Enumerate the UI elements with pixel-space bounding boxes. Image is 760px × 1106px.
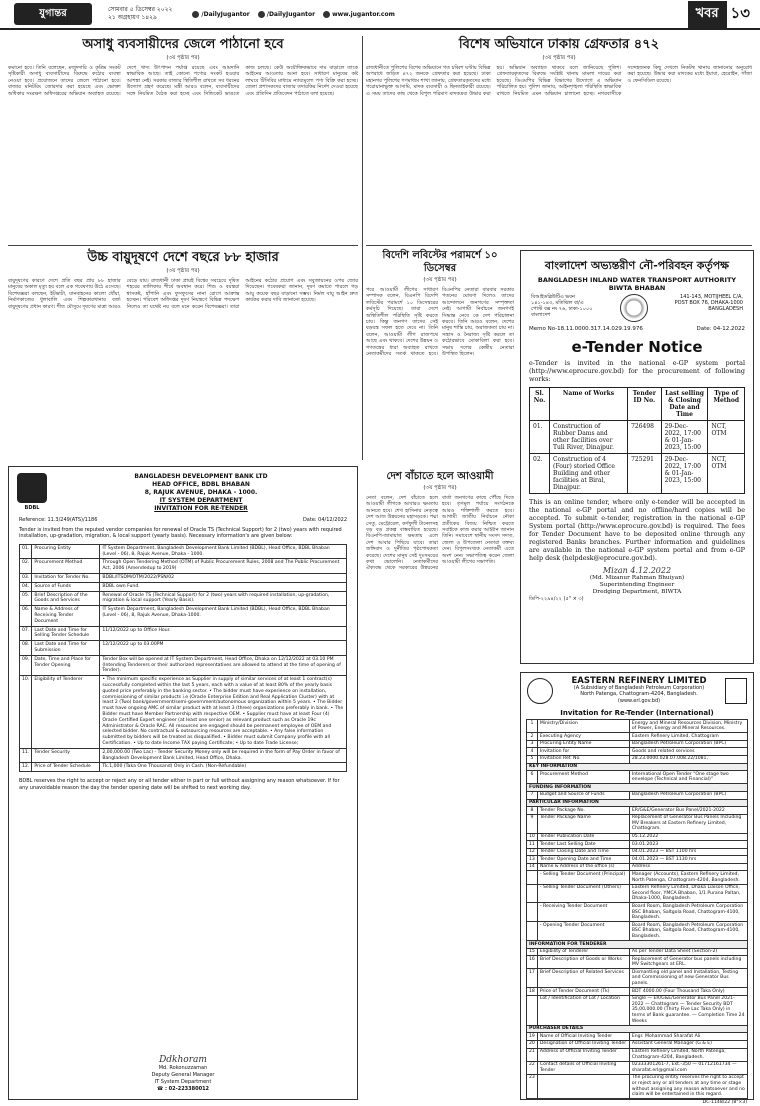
- biwta-instructions: This is an online tender, where only e-tender will be accepted in the national e-GP portal and no offline/hard copies will be accepted. To submit e-tender, registration in the national e-GP System portal (http://www.eprocure.gov.bd) is required. The fees for Tender Document have to be deposited online through any registered Banks branches. Further information and guidelines are available in the national e-GP system portal and from e-GP help desk (helpdesk@eprocure.gov.bd).: [529, 498, 745, 562]
- row-value: 03.01.2023: [629, 841, 747, 849]
- row-value: Tk.1,000 (Taka One Thousand) Only in Cash. (Non-Refundable): [100, 763, 347, 772]
- row-label: Source of Funds: [32, 582, 100, 591]
- bdbl-org-name: BANGLADESH DEVELOPMENT BANK LTD: [134, 473, 268, 480]
- table-row: [527, 1040, 748, 1048]
- row-number: 04.: [20, 582, 32, 591]
- row-value: BDT 4000.00 (Four Thousand Taka Only): [629, 988, 747, 996]
- row-number: 4: [527, 748, 538, 756]
- row-number: 08.: [20, 641, 32, 656]
- column-divider: [362, 36, 363, 460]
- table-row: [527, 748, 748, 756]
- bdbl-notice-title: INVITATION FOR RE-TENDER: [154, 505, 248, 512]
- row-label: Procuring Entity Name: [537, 740, 629, 748]
- bdbl-logo-block: [17, 473, 47, 511]
- article-headline[interactable]: দেশ বাঁচাতে হলে আওয়ামী: [386, 471, 494, 482]
- row-value: 02333301261-7, Ext.-350 — 01712161734 — sharafat.erl@gmail.com: [629, 1061, 747, 1074]
- row-value: Board Room, Bangladesh Petroleum Corporation BSC Bhaban, Saltgola Road, Chattogram-4100, Bangladesh.: [629, 903, 747, 922]
- continued-label: (৩য় পৃষ্ঠার পর): [166, 55, 200, 61]
- row-number: 1: [527, 720, 538, 733]
- row-number: [527, 995, 538, 1025]
- table-row: [527, 807, 748, 815]
- biwta-memo: Memo No-18.11.0000.317.14.029.19.976: [529, 326, 643, 332]
- row-value: Bangladesh Petroleum Corporation (BPC): [629, 740, 747, 748]
- row-number: 18: [527, 988, 538, 996]
- continued-label: (৩য় পৃষ্ঠার পর): [166, 268, 200, 274]
- table-row: [527, 988, 748, 996]
- masthead: [0, 0, 760, 30]
- row-value: 04.01.2023 — BST 1130 hrs: [629, 856, 747, 864]
- row-label: Lot / Identification of Lot / Location: [537, 995, 629, 1025]
- issue-date: [108, 6, 172, 22]
- table-row: [20, 676, 347, 749]
- article-1: [8, 36, 358, 242]
- row-number: 01.: [20, 544, 32, 559]
- column-header: Tender ID No.: [628, 388, 662, 421]
- row-label: Last Date and Time for Selling Tender Schedule: [32, 626, 100, 641]
- row-label: Eligibility of Tenderer: [32, 676, 100, 749]
- row-value: IT System Department, Bangladesh Development Bank Limited (BDBL), Head Office, BDBL Bhaban (Level - 06), 8, Rajuk Avenue, Dhaka-1000.: [100, 606, 347, 626]
- row-label: Tender Last Selling Date: [537, 841, 629, 849]
- row-label: Tender Closing Date and Time: [537, 848, 629, 856]
- erl-sub: (A Subsidiary of Bangladesh Petroleum Corporation): [573, 684, 705, 691]
- social-links: [192, 11, 394, 18]
- table-row: [527, 1061, 748, 1074]
- biwta-works-table: [529, 387, 745, 494]
- section-row: [527, 763, 748, 771]
- table-row: [527, 956, 748, 969]
- biwta-tender-ad: [520, 250, 754, 664]
- erl-header: [521, 673, 753, 709]
- issue-date-line: সোমবার ৫ ডিসেম্বর ২০২২: [108, 6, 173, 13]
- row-label: Name & Address of Receiving Tender Document: [32, 606, 100, 626]
- section-title: INFORMATION FOR TENDERER: [527, 941, 748, 949]
- row-number: 21: [527, 1048, 538, 1061]
- row-number: 11.: [20, 748, 32, 763]
- bdbl-signer: [9, 1065, 357, 1093]
- row-value: The procuring entity reserves the right to accept or reject any or all tenders at any time or stage without assigning any reason whatsoever and no claim will be entertained in this regard.: [629, 1074, 747, 1098]
- erl-address: North Patenga, Chattogram-4204, Bangladesh.: [580, 691, 698, 697]
- biwta-memo-row: [521, 324, 753, 334]
- row-label: Tender Security: [32, 748, 100, 763]
- address-line: বিআইডব্লিউটিএ ভবন: [531, 294, 575, 300]
- address-line: POST BOX 76, DHAKA-1000: [674, 300, 743, 306]
- row-number: [527, 922, 538, 941]
- table-row: [527, 771, 748, 784]
- row-number: 12: [527, 848, 538, 856]
- column-header: Type of Method: [708, 388, 745, 421]
- bdbl-logo-icon: [17, 473, 47, 503]
- article-body: রাজধানীতে পুলিশের বিশেষ অভিযানে গত চব্বিশ ঘণ্টায় বিভিন্ন অপরাধে জড়িত ৪৭২ জনকে গ্রেফতার করা হয়েছে। ঢাকা মহানগর পুলিশের গণমাধ্যম শাখা জানায়, গ্রেফতারকৃতদের মধ্যে পরোয়ানাভুক্ত আসামি, মাদক ব্যবসায়ী ও ছিনতাইকারী রয়েছে। এ সময় তাদের কাছ থেকে বিপুল পরিমাণ মাদকদ্রব্য উদ্ধার করা হয়। অভিযান অব্যাহত থাকবে বলে জানিয়েছে পুলিশ। গ্রেফতারকৃতদের বিরুদ্ধে সংশ্লিষ্ট থানায় মামলা দায়ের করা হয়েছে। ডিএমপির বিভিন্ন বিভাগের উদ্যোগে এ অভিযান পরিচালিত হয়। পুলিশ জানায়, আইনশৃঙ্খলা পরিস্থিতি স্বাভাবিক রাখতে নিয়মিত এমন অভিযান চালানো হচ্ছে। নগরবাসীকে সন্দেহজনক কিছু দেখলে নিকটস্থ থানায় জানানোর অনুরোধ করা হয়েছে। উদ্ধার করা মাদকের মধ্যে ইয়াবা, হেরোইন, গাঁজা ও ফেনসিডিল রয়েছে।: [366, 65, 752, 97]
- biwta-sign-name: (Md. Mizanur Rahman Bhuiyan): [589, 575, 685, 581]
- table-row: [20, 582, 347, 591]
- table-row: [527, 733, 748, 741]
- row-value: Tender Box will be opened at IT System Department, Head Office, Dhaka on 12/12/2022 at 03.10 PM (Intending Tenderers or their authorized representatives are allowed to attend at the time of opening of Tender).: [100, 655, 347, 675]
- row-number: 9: [527, 814, 538, 833]
- row-number: 02.: [20, 559, 32, 574]
- etender-title: e-Tender Notice: [571, 338, 703, 356]
- row-label: Eligibility of Tenderer: [537, 948, 629, 956]
- row-label: - Receiving Tender Document: [537, 903, 629, 922]
- table-row: [527, 856, 748, 864]
- table-row: [527, 755, 748, 763]
- table-row: [20, 591, 347, 606]
- article-body: পরে আওয়ামী লীগের সাধারণ সম্পাদক বলেন, বিএনপি বিদেশি লবিস্টের পরামর্শে ১০ ডিসেম্বরের কর্মসূচি দিয়েছে। তারা দেশে অস্থিতিশীল পরিস্থিতি সৃষ্টি করতে চায়। কিন্তু জনগণ তাদের সেই ষড়যন্ত্র সফল হতে দেবে না। তিনি বলেন, আওয়ামী লীগ রাজপথে আছে এবং থাকবে। দেশের উন্নয়ন ও গণতন্ত্রের ধারা অব্যাহত রাখতে নেতাকর্মীদের সতর্ক থাকতে হবে। বিএনপির নেতারা বারবার সরকার পতনের ঘোষণা দিলেও তাদের আন্দোলনে জনগণের সম্পৃক্ততা নেই। আগামী নির্বাচনে জনগণই সিদ্ধান্ত নেবে কে দেশ পরিচালনা করবে। তিনি আরও বলেন, দেশের মানুষ শান্তি চায়, অরাজকতা চায় না। সন্ত্রাস ও নৈরাজ্য সৃষ্টি করলে তা কঠোরভাবে মোকাবিলা করা হবে। সভায় দলের কেন্দ্রীয় নেতারা উপস্থিত ছিলেন।: [366, 287, 514, 358]
- serial-cell: 02.: [530, 454, 550, 494]
- biwta-date: Date: 04-12.2022: [696, 326, 745, 332]
- row-label: Designation of Official Inviting Tender: [537, 1040, 629, 1048]
- bpc-logo-icon: [725, 678, 747, 704]
- row-label: Procurement Method: [537, 771, 629, 784]
- continued-label: (৩য় পৃষ্ঠার পর): [542, 55, 576, 61]
- row-number: 14: [527, 863, 538, 871]
- erl-dc-code: DC-1148/22 (8"×3): [702, 1100, 747, 1106]
- method-cell: NCT, OTM: [708, 454, 745, 494]
- biwta-bhaban: BIWTA BHABAN: [608, 284, 666, 292]
- address-line: BANGLADESH: [708, 306, 743, 312]
- section-title: FUNDING INFORMATION: [527, 784, 748, 792]
- table-row: [20, 763, 347, 772]
- bdbl-reference: Reference: 11.3/249(ATS)/1186: [19, 517, 98, 523]
- biwta-address-en: [675, 294, 743, 322]
- table-row: [530, 454, 745, 494]
- newspaper-logo[interactable]: যুগান্তর: [14, 3, 92, 25]
- erl-logo-icon: [527, 678, 553, 704]
- row-label: [537, 1074, 629, 1098]
- page-number: ১৩: [730, 3, 750, 22]
- row-value: Bangladesh Petroleum Corporation (BPC): [629, 791, 747, 799]
- biwta-sign-title: Superintending Engineer: [599, 582, 675, 588]
- row-value: Eastern Refinery Limited, Dhaka Liaison Office, Second floor, YMCA Bhaban, 1/1 Purana Paltan, Dhaka-1000, Bangladesh.: [629, 884, 747, 903]
- row-value: 2,00,000.00 (Two Lac) - Tender Security Money only will be required in the form of Pay Order in favor of Bangladesh Development Bank Limited, Head Office, Dhaka.: [100, 748, 347, 763]
- address-line: ১৪১-১৪৩, মতিঝিল বা/এ: [531, 300, 584, 306]
- row-label: Procurement Method: [32, 559, 100, 574]
- bdbl-signature-block: [9, 1055, 357, 1093]
- row-value: Goods and related services: [629, 748, 747, 756]
- row-label: Address of Official Inviting Tender: [537, 1048, 629, 1061]
- website-label: www.jugantor.com: [332, 10, 395, 18]
- row-value: Dismantling old panel and Installation, Testing and Commissioning of new Generator Bus panels.: [629, 969, 747, 988]
- globe-icon: [323, 11, 330, 18]
- divider: [366, 245, 752, 246]
- section-title: PARTICULAR INFORMATION: [527, 799, 748, 807]
- section-name: খবর: [688, 1, 727, 28]
- row-label: Invitation Ref. No.: [537, 755, 629, 763]
- work-name-cell: Construction of Rubber Dams and other facilities over Tuli River, Dinajpur.: [550, 421, 628, 454]
- address-line: বাংলাদেশ: [531, 312, 551, 318]
- row-number: 11: [527, 841, 538, 849]
- row-number: 8: [527, 807, 538, 815]
- table-row: [20, 574, 347, 583]
- biwta-dp-code: ডিপি-২২৯৪/২২ (৫" × ৩): [529, 596, 584, 602]
- table-row: [527, 814, 748, 833]
- row-value: Engr. Mohammad Sharafat Ali: [629, 1033, 747, 1041]
- bdbl-tender-ad: [8, 466, 358, 1100]
- row-value: Single — ER/G&E/Generator Bus Panel 2021-2022 — Chattogram — Tender Security BDT 35,00,000.00 (Thirty Five Lac Taka Only) in terms of Bank guarantee. — Completion Time 24 Weeks: [629, 995, 747, 1025]
- article-body: নেতা বলেন, দেশ বাঁচাতে হলে আওয়ামী লীগকে আবারও ক্ষমতায় আনতে হবে। শেখ হাসিনার নেতৃত্বে দেশ আজ উন্নয়নের মহাসড়কে। পদ্মা সেতু, মেট্রোরেল, কর্ণফুলী টানেলসহ বড় বড় প্রকল্প বাস্তবায়িত হয়েছে। বিএনপি-জামায়াত ক্ষমতায় এলে দেশ আবার পিছিয়ে যাবে। তারা জঙ্গিবাদ ও দুর্নীতির পৃষ্ঠপোষকতা করেছে। দেশের মানুষ সেই দুঃসময়ের কথা ভোলেনি। নেতাকর্মীদের ঐক্যবদ্ধ থেকে সরকারের উন্নয়নের বার্তা জনগণের কাছে পৌঁছে দিতে হবে। তৃণমূল পর্যায়ে সংগঠনকে আরও শক্তিশালী করতে হবে। আগামী জাতীয় নির্বাচনে নৌকা প্রতীকের বিজয় নিশ্চিত করতে সবাইকে কাজ করার আহ্বান জানান তিনি। সমাবেশে স্থানীয় সংসদ সদস্য, জেলা ও উপজেলা নেতারা বক্তব্য দেন। বিপুলসংখ্যক নেতাকর্মী এতে অংশ নেন। সভাপতিত্ব করেন জেলা আওয়ামী লীগের সভাপতি।: [366, 495, 514, 572]
- biwta-name-en: BANGLADESH INLAND WATER TRANSPORT AUTHORITY: [537, 276, 737, 284]
- row-number: 13: [527, 856, 538, 864]
- government-emblem-icon: [620, 294, 648, 322]
- erl-website: (www.erl.gov.bd): [617, 697, 661, 704]
- row-value: International Open Tender "One stage two envelope (Technical and Financial)": [629, 771, 747, 784]
- row-number: 07.: [20, 626, 32, 641]
- row-label: Last Date and Time for Submission: [32, 641, 100, 656]
- continued-label: (৩য় পৃষ্ঠার পর): [423, 277, 457, 283]
- table-row: [527, 1033, 748, 1041]
- biwta-signer: [521, 575, 753, 596]
- column-header: Sl. No.: [530, 388, 550, 421]
- row-number: 05.: [20, 591, 32, 606]
- row-label: Brief Description of Goods or Works: [537, 956, 629, 969]
- row-number: 20: [527, 1040, 538, 1048]
- erl-notice-title: Invitation for Re-Tender (International): [560, 709, 714, 717]
- row-number: 23: [527, 1074, 538, 1098]
- row-number: [527, 903, 538, 922]
- section-label: [688, 1, 750, 28]
- row-label: Executing Agency: [537, 733, 629, 741]
- table-row: [527, 871, 748, 884]
- twitter-icon: [258, 11, 265, 18]
- biwta-intro: e-Tender is invited in the national e-GP system portal (http://www.eprocure.gov.bd) for the procurement of following works:: [529, 359, 745, 383]
- row-number: 10.: [20, 676, 32, 749]
- facebook-link[interactable]: [192, 11, 249, 18]
- erl-info-table: [526, 719, 748, 1099]
- article-headline[interactable]: বিদেশি লবিস্টের পরামর্শে ১০ ডিসেম্বর: [382, 250, 498, 274]
- row-label: Tender Publication Date: [537, 833, 629, 841]
- biwta-signature-block: [521, 566, 753, 604]
- table-row: [527, 863, 748, 871]
- facebook-icon: [192, 11, 199, 18]
- column-header: Last selling & Closing Date and Time: [661, 388, 708, 421]
- article-3: [8, 249, 358, 463]
- row-value: 11/12/2022 up to Office Hour.: [100, 626, 347, 641]
- row-number: [527, 871, 538, 884]
- row-value: • The minimum specific experience as Supplier in supply of similar services of at least 1 contract(s) successfully completed within the last 5 years, each with a value of at least 80% of the yearly basis quoted price preferably in the banking sector. • The bidder must have experience on installation, commissioning of similar products i.e (Oracle Enterprise Edition and Real Application Cluster) with at least 2 (Two) bank/government/semi-government/autonomous organization within 5 years. • The Bidder must have ongoing AMC of similar product with at least 3 (three) organizations preferably in bank. • The Bidder must have Member Partnership with respective OEM. • Supplier must have at least Four (4) Oracle Certified Expert engineer (at least one senior) as relevant product such as Oracle 19c Administrator & Oracle RAC. All resources are engaged should be permanent employee of OEM and selected bidder. No contractual & outsourcing resources are acceptable. • Any false information submitted by bidders will be treated as disqualified. • Bidder must submit Company profile with all Certification. • Up to date Income TAX paying Certificate; • Up to date Trade License;: [100, 676, 347, 749]
- article-body: কমানো হবে। তিনি বলেছেন, মজুদদারি ও কৃত্রিম সংকট সৃষ্টিকারী অসাধু ব্যবসায়ীদের বিরুদ্ধে কঠোর ব্যবস্থা নেওয়া হবে। প্রয়োজনে তাদের জেলে পাঠানো হবে। বাজার মনিটরিং জোরদার করা হয়েছে এবং ভোক্তা অধিকার সংরক্ষণ অধিদপ্তরের অভিযান অব্যাহত রয়েছে। দেশে খাদ্য উৎপাদন পর্যাপ্ত রয়েছে এবং আমদানি স্বাভাবিক আছে। তাই কোনো পণ্যের সংকট হওয়ার আশঙ্কা নেই। সরকার বাজার স্থিতিশীল রাখতে সব ধরনের উদ্যোগ গ্রহণ করেছে। মন্ত্রী আরও বলেন, ব্যবসায়ীদের সঙ্গে নিয়মিত বৈঠক করা হচ্ছে এবং সিন্ডিকেট ভাঙতে কাজ চলছে। কেউ অযৌক্তিকভাবে দাম বাড়ালে তাকে আইনের আওতায় আনা হবে। সাধারণ মানুষের কষ্ট লাঘবে টিসিবির মাধ্যমে ন্যায্যমূল্যে পণ্য বিক্রি করা হচ্ছে। জেলা প্রশাসকদের বাজার তদারকির নির্দেশ দেওয়া হয়েছে এবং প্রতিদিন প্রতিবেদন পাঠাতে বলা হয়েছে।: [8, 65, 358, 97]
- table-row: [20, 655, 347, 675]
- section-title: KEY INFORMATION: [527, 763, 748, 771]
- table-row: [20, 748, 347, 763]
- article-5: [366, 470, 514, 1100]
- row-label: Tender Package Name: [537, 814, 629, 833]
- row-value: BDBL own Fund.: [100, 582, 347, 591]
- table-row: [527, 995, 748, 1025]
- row-value: Manager (Accounts), Eastern Refinery Limited, North Patenga, Chattogram-4204, Bangladesh.: [629, 871, 747, 884]
- row-number: 03.: [20, 574, 32, 583]
- row-value: IT System Department, Bangladesh Development Bank Limited (BDBL), Head Office, BDBL Bhaban (Level - 06), 8, Rajuk Avenue, Dhaka - 1000.: [100, 544, 347, 559]
- section-row: [527, 784, 748, 792]
- row-label: Brief Description of the Goods and Services: [32, 591, 100, 606]
- article-headline[interactable]: বিশেষ অভিযানে ঢাকায় গ্রেফতার ৪৭২: [458, 37, 660, 52]
- erl-title-block: [559, 678, 719, 704]
- biwta-signature: Mizan 4.12.2022: [602, 566, 672, 575]
- closing-date-cell: 29-Dec-2022, 17:00 & 01-Jan-2023, 15:00: [661, 454, 708, 494]
- table-row: [527, 1048, 748, 1061]
- bdbl-phone: ☎ : 02-223380012: [156, 1086, 210, 1092]
- table-row: [20, 544, 347, 559]
- bdbl-footer: BDBL reserves the right to accept or reject any or all tender either in part or full without assigning any reason whatsoever. If for any unavoidable reason the day the tender opening date will be shifted to next working day.: [19, 778, 340, 791]
- row-label: Price of Tender Schedule: [32, 763, 100, 772]
- website-link[interactable]: [323, 11, 395, 18]
- bdbl-sign-title: Deputy General Manager: [151, 1072, 215, 1078]
- table-row: [527, 848, 748, 856]
- row-value: As per Tender Data Sheet (Section-2): [629, 948, 747, 956]
- table-header-row: [530, 388, 745, 421]
- bdbl-date: Date: 04/12/2022: [302, 517, 347, 523]
- divider: [8, 245, 358, 246]
- row-number: 2: [527, 733, 538, 741]
- article-body: বায়ুদূষণের কারণে দেশে প্রতি বছর প্রায় ৮৮ হাজার মানুষের অকাল মৃত্যু হয় বলে এক গবেষণায় উঠে এসেছে। বিশেষজ্ঞরা বলছেন, ইটভাটা, যানবাহনের কালো ধোঁয়া, নির্মাণকাজের ধুলাবালি এবং শিল্পকারখানার বর্জ্য বায়ুদূষণের প্রধান কারণ। শীত মৌসুমে দূষণের মাত্রা আরও বেড়ে যায়। রাজধানী ঢাকা প্রায়ই বিশ্বের সবচেয়ে দূষিত শহরের তালিকায় শীর্ষে অবস্থান করে। শিশু ও বয়স্করা শ্বাসকষ্ট, হাঁপানি এবং ফুসফুসের নানা রোগে আক্রান্ত হচ্ছেন। পরিবেশ অধিদপ্তর দূষণ নিয়ন্ত্রণে বিভিন্ন পদক্ষেপ নিলেও তা যথেষ্ট নয় বলে মনে করেন বিশেষজ্ঞরা। তারা আইনের কঠোর প্রয়োগ এবং সবুজায়নের ওপর জোর দিয়েছেন। গবেষকরা জানান, দূষণ কমাতে পারলে গড় আয়ু কয়েক বছর বাড়ানো সম্ভব। নির্মল বায়ু আইন দ্রুত কার্যকর করার দাবি জানানো হয়েছে।: [8, 278, 358, 310]
- work-name-cell: Construction of 4 (Four) storied Office Building and other facilities at Biral, Dinajpur.: [550, 454, 628, 494]
- section-row: [527, 799, 748, 807]
- row-number: 10: [527, 833, 538, 841]
- row-value: Replacement of Generator bus panels including MV Switchgears at ERL.: [629, 956, 747, 969]
- table-row: [527, 833, 748, 841]
- row-number: [527, 884, 538, 903]
- section-row: [527, 941, 748, 949]
- erl-name: EASTERN REFINERY LIMITED: [571, 676, 707, 686]
- table-row: [527, 1074, 748, 1098]
- facebook-label: /DailyJugantor: [201, 10, 250, 18]
- continued-label: (৩য় পৃষ্ঠার পর): [423, 485, 457, 491]
- closing-date-cell: 29-Dec-2022, 17:00 & 01-Jan-2023, 15:00: [661, 421, 708, 454]
- row-label: - Selling Tender Document (Principal): [537, 871, 629, 884]
- erl-tender-ad: [520, 672, 754, 1106]
- bdbl-signature: Ddkhoram: [159, 1055, 207, 1065]
- bdbl-sign-dept: IT System Department: [154, 1079, 212, 1085]
- row-number: 09.: [20, 655, 32, 675]
- row-value: BDBL/ITSDM/OTM/2022/PSN/02: [100, 574, 347, 583]
- row-label: Price of Tender Document (Tk): [537, 988, 629, 996]
- row-label: Procuring Entity: [32, 544, 100, 559]
- row-number: 5: [527, 755, 538, 763]
- twitter-label: /DailyJugantor: [266, 10, 316, 18]
- table-row: [527, 969, 748, 988]
- row-label: - Selling Tender Document (Others): [537, 884, 629, 903]
- twitter-link[interactable]: [258, 11, 315, 18]
- bdbl-office: HEAD OFFICE, BDBL BHABAN: [152, 481, 250, 488]
- bdbl-dept: IT SYSTEM DEPARTMENT: [159, 497, 243, 504]
- tender-id-cell[interactable]: 725291: [628, 454, 662, 494]
- row-label: Invitation for: [537, 748, 629, 756]
- row-label: Contact details of Official Inviting Tender: [537, 1061, 629, 1074]
- row-value: 12/12/2022 up to 03.00PM: [100, 641, 347, 656]
- row-value: 04.01.2023 — BST 1100 hrs: [629, 848, 747, 856]
- table-row: [20, 559, 347, 574]
- table-row: [527, 720, 748, 733]
- table-row: [20, 606, 347, 626]
- column-header: Name of Works: [550, 388, 628, 421]
- table-row: [530, 421, 745, 454]
- row-value: 05.12.2022: [629, 833, 747, 841]
- row-number: 6: [527, 771, 538, 784]
- row-value: Assistant General Manager (G & E): [629, 1040, 747, 1048]
- bdbl-ref-row: [9, 515, 357, 525]
- row-label: - Opening Tender Document: [537, 922, 629, 941]
- method-cell: NCT, OTM: [708, 421, 745, 454]
- table-row: [527, 740, 748, 748]
- article-headline[interactable]: অসাধু ব্যবসায়ীদের জেলে পাঠানো হবে: [82, 37, 284, 52]
- table-row: [527, 841, 748, 849]
- row-label: Date, Time and Place for Tender Opening: [32, 655, 100, 675]
- biwta-header: [521, 251, 753, 292]
- row-label: Name of Official Inviting Tender: [537, 1033, 629, 1041]
- row-value: Board Room, Bangladesh Petroleum Corporation BSC Bhaban, Saltgola Road, Chattogram-4100, Bangladesh.: [629, 922, 747, 941]
- row-number: 3: [527, 740, 538, 748]
- row-number: 22: [527, 1061, 538, 1074]
- bdbl-title-block: [53, 473, 349, 513]
- row-value: Energy and Mineral Resources Division, Ministry of Power, Energy and Mineral Resources.: [629, 720, 747, 733]
- row-value: 28.23.0000.028.07.008.22/1081,: [629, 755, 747, 763]
- biwta-name-bn: বাংলাদেশ অভ্যন্তরীণ নৌ-পরিবহন কর্তৃপক্ষ: [544, 259, 730, 272]
- article-headline[interactable]: উচ্চ বায়ুদূষণে দেশে বছরে ৮৮ হাজার: [87, 250, 279, 265]
- row-number: 17: [527, 969, 538, 988]
- tender-id-cell[interactable]: 726498: [628, 421, 662, 454]
- row-number: 15: [527, 948, 538, 956]
- row-label: Tender Opening Date and Time: [537, 856, 629, 864]
- table-row: [527, 903, 748, 922]
- row-number: 12.: [20, 763, 32, 772]
- row-label: Brief Description of Related Services: [537, 969, 629, 988]
- table-row: [20, 626, 347, 641]
- row-label: Invitation for Tender No.: [32, 574, 100, 583]
- row-value: Address: [629, 863, 747, 871]
- row-value: Renewal of Oracle TS (Technical Support) for 2 (two) years with required installation, up-gradation, migration & local support (Yearly Basis).: [100, 591, 347, 606]
- row-value: ER/G&E/Generator Bus Panel/2021-2022: [629, 807, 747, 815]
- biwta-address-row: [521, 292, 753, 324]
- row-number: 06.: [20, 606, 32, 626]
- row-label: Name & Address of the office (s): [537, 863, 629, 871]
- table-row: [527, 884, 748, 903]
- table-row: [527, 922, 748, 941]
- bdbl-info-table: [19, 544, 347, 772]
- biwta-address-bn: [531, 294, 592, 322]
- bdbl-header: [9, 467, 357, 515]
- address-line: 141-143, MOTIJHEEL C/A,: [680, 294, 743, 300]
- row-value: Eastern Refinery Limited, North Patenga, Chattogram-4204, Bangladesh.: [629, 1048, 747, 1061]
- bdbl-intro: Tender is invited from the reputed vendor companies for renewal of Oracle TS (Technical Support) for 2 (two) years with required installation, up-gradation, migration, & local support (yearly basis). Necessary information's are given below:: [19, 527, 342, 540]
- serial-cell: 01.: [530, 421, 550, 454]
- table-row: [527, 791, 748, 799]
- bdbl-sign-name: Md. Rokonuzzaman: [158, 1065, 208, 1071]
- row-value: Replacement of Generator Bus Panels Including MV Breakers at Eastern Refinery Limited, Chattogram.: [629, 814, 747, 833]
- row-label: Tender Package No.: [537, 807, 629, 815]
- address-line: পোস্ট বক্স নং ৭৬, ঢাকা-১০০০: [531, 306, 593, 312]
- row-number: 7: [527, 791, 538, 799]
- row-label: Budget and Source of Funds: [537, 791, 629, 799]
- table-row: [527, 948, 748, 956]
- bdbl-address: 8, RAJUK AVENUE, DHAKA - 1000.: [144, 489, 258, 496]
- table-row: [20, 641, 347, 656]
- row-label: Ministry/Division: [537, 720, 629, 733]
- article-2: [366, 36, 752, 242]
- row-value: Eastern Refinery Limited, Chattogram: [629, 733, 747, 741]
- row-number: 16: [527, 956, 538, 969]
- row-value: Through Open Tendering Method (OTM) of Public Procurement Rules, 2008 and The Public Procurement Act, 2006 (Amendedup to 2019): [100, 559, 347, 574]
- bdbl-logo-text: BDBL: [24, 505, 40, 511]
- section-row: [527, 1025, 748, 1033]
- issue-date-line-2: ২১ অগ্রহায়ণ ১৪২৯: [108, 14, 157, 21]
- section-title: PURCHASER DETAILS: [527, 1025, 748, 1033]
- row-number: 19: [527, 1033, 538, 1041]
- biwta-sign-dept: Dredging Department, BIWTA: [592, 589, 682, 595]
